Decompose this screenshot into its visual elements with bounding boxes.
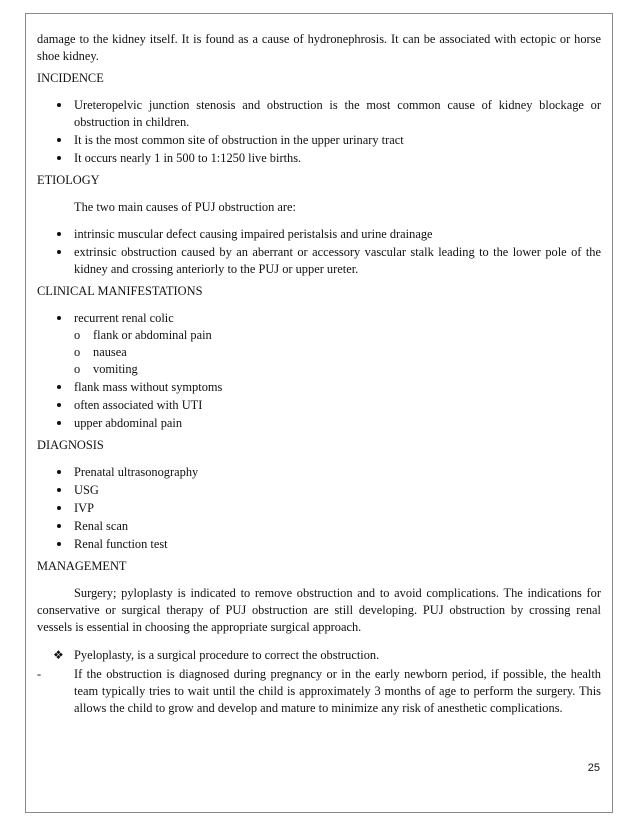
document-body (37, 31, 601, 717)
list-item: It is the most common site of obstruction in the upper urinary tract (37, 132, 601, 149)
list-item: Prenatal ultrasonography (37, 464, 601, 481)
list-item (37, 310, 601, 378)
list-item: flank mass without symptoms (37, 379, 601, 396)
etiology-lead: The two main causes of PUJ obstruction are: (74, 200, 296, 214)
list-item: extrinsic obstruction caused by an aberrant or accessory vascular stalk leading to the lower pole of the kidney and crossing anteriorly to the PUJ or upper ureter. (37, 244, 601, 278)
list-item: Renal scan (37, 518, 601, 535)
list-item: It occurs nearly 1 in 500 to 1:1250 live births. (37, 150, 601, 167)
incidence-heading: INCIDENCE (37, 71, 104, 85)
incidence-list (37, 97, 601, 167)
timing-text: If the obstruction is diagnosed during pregnancy or in the early newborn period, if possible, the health team typically tries to wait until the child is approximately 3 months of age to perform the surgery. This allows the child to grow and develop and mature to minimize any risk of anesthetic complications. (74, 667, 601, 715)
timing-item (37, 666, 601, 717)
etiology-heading: ETIOLOGY (37, 173, 100, 187)
clinical-heading: CLINICAL MANIFESTATIONS (37, 284, 203, 298)
etiology-list (37, 226, 601, 278)
sub-list-item: o nausea (74, 344, 601, 361)
diagnosis-heading: DIAGNOSIS (37, 438, 104, 452)
list-item: Ureteropelvic junction stenosis and obstruction is the most common cause of kidney blockage or obstruction in children. (37, 97, 601, 131)
list-item: Renal function test (37, 536, 601, 553)
pyeloplasty-item (37, 647, 601, 664)
list-item: USG (37, 482, 601, 499)
diamond-bullet-icon: ❖ (53, 648, 64, 662)
list-item: IVP (37, 500, 601, 517)
dash-marker: - (37, 667, 42, 681)
diagnosis-list (37, 464, 601, 553)
list-item: often associated with UTI (37, 397, 601, 414)
sub-list-item: o vomiting (74, 361, 601, 378)
list-item-label: recurrent renal colic (74, 311, 174, 325)
sub-list-item: o flank or abdominal pain (74, 327, 601, 344)
page-number: 25 (587, 762, 600, 774)
pyeloplasty-text: Pyeloplasty, is a surgical procedure to correct the obstruction. (74, 648, 380, 662)
clinical-list (37, 310, 601, 432)
clinical-sub-list (74, 327, 601, 378)
management-paragraph: Surgery; pyloplasty is indicated to remove obstruction and to avoid complications. The indications for conservative or surgical therapy of PUJ obstruction are still developing. PUJ obstruction by crossing renal vessels is essential in choosing the appropriate surgical approach. (37, 586, 601, 634)
list-item: intrinsic muscular defect causing impaired peristalsis and urine drainage (37, 226, 601, 243)
list-item: upper abdominal pain (37, 415, 601, 432)
management-heading: MANAGEMENT (37, 559, 127, 573)
intro-paragraph: damage to the kidney itself. It is found as a cause of hydronephrosis. It can be associated with ectopic or horse shoe kidney. (37, 32, 601, 63)
